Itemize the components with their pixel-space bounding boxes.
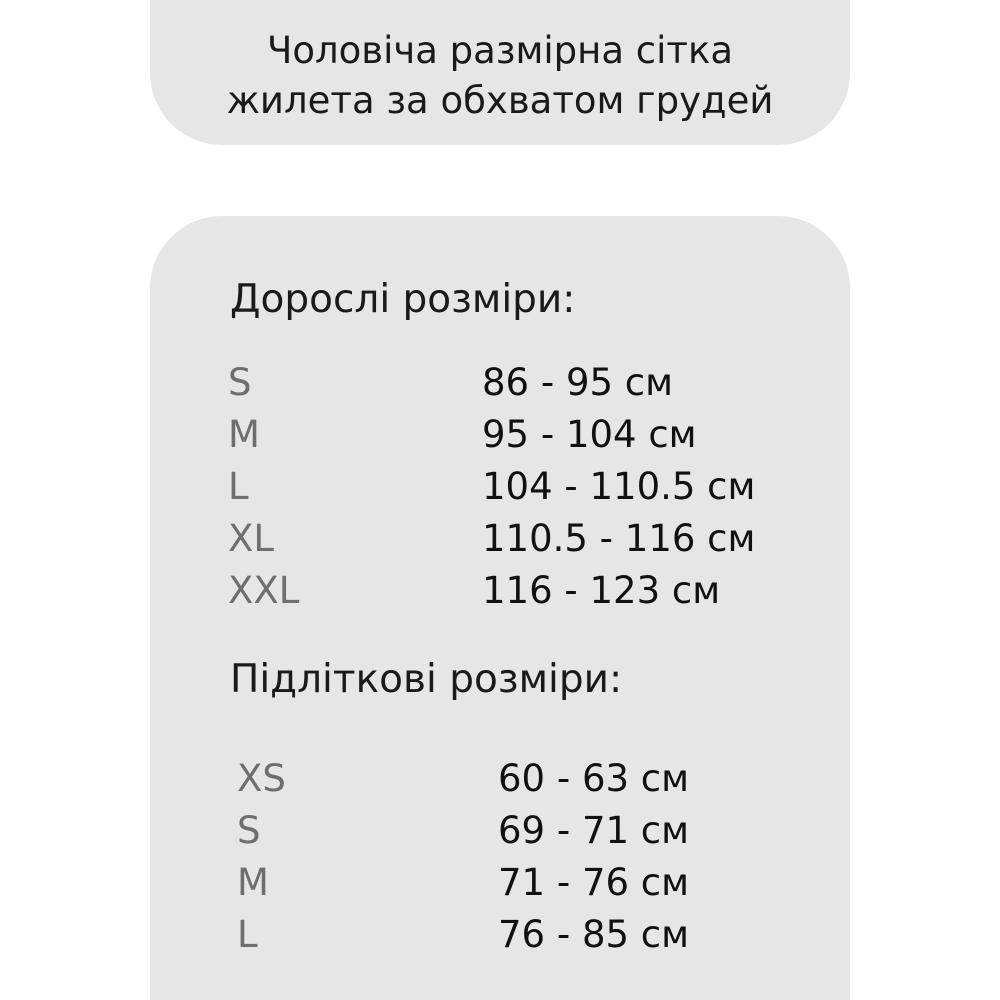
teen-size-row xyxy=(150,757,850,810)
title-line-2: жилета за обхватом грудей xyxy=(226,79,774,122)
size-range: 69 - 71 см xyxy=(498,809,690,852)
size-chart-card xyxy=(150,216,850,1000)
size-code: M xyxy=(237,861,269,904)
teen-size-row xyxy=(150,861,850,914)
size-range: 104 - 110.5 см xyxy=(482,465,756,508)
size-code: XL xyxy=(228,517,274,560)
size-range: 60 - 63 см xyxy=(498,757,690,800)
size-range: 86 - 95 см xyxy=(482,361,674,404)
size-range: 116 - 123 см xyxy=(482,569,721,612)
size-code: L xyxy=(237,913,258,956)
size-code: M xyxy=(228,413,260,456)
teen-size-row xyxy=(150,913,850,966)
size-range: 76 - 85 см xyxy=(498,913,690,956)
adult-size-row xyxy=(150,413,850,466)
title-card xyxy=(150,0,850,145)
size-code: XS xyxy=(237,757,286,800)
adult-size-row xyxy=(150,465,850,518)
size-range: 95 - 104 см xyxy=(482,413,697,456)
size-code: XXL xyxy=(228,569,300,612)
adult-size-row xyxy=(150,569,850,622)
adult-sizes-heading: Дорослі розміри: xyxy=(230,277,576,322)
adult-size-row xyxy=(150,361,850,414)
teen-size-row xyxy=(150,809,850,862)
title-line-1: Чоловіча размірна сітка xyxy=(266,29,733,72)
size-code: S xyxy=(237,809,261,852)
size-code: L xyxy=(228,465,249,508)
size-code: S xyxy=(228,361,252,404)
size-range: 110.5 - 116 см xyxy=(482,517,756,560)
adult-size-row xyxy=(150,517,850,570)
size-range: 71 - 76 см xyxy=(498,861,690,904)
teen-sizes-heading: Підліткові розміри: xyxy=(230,657,623,702)
